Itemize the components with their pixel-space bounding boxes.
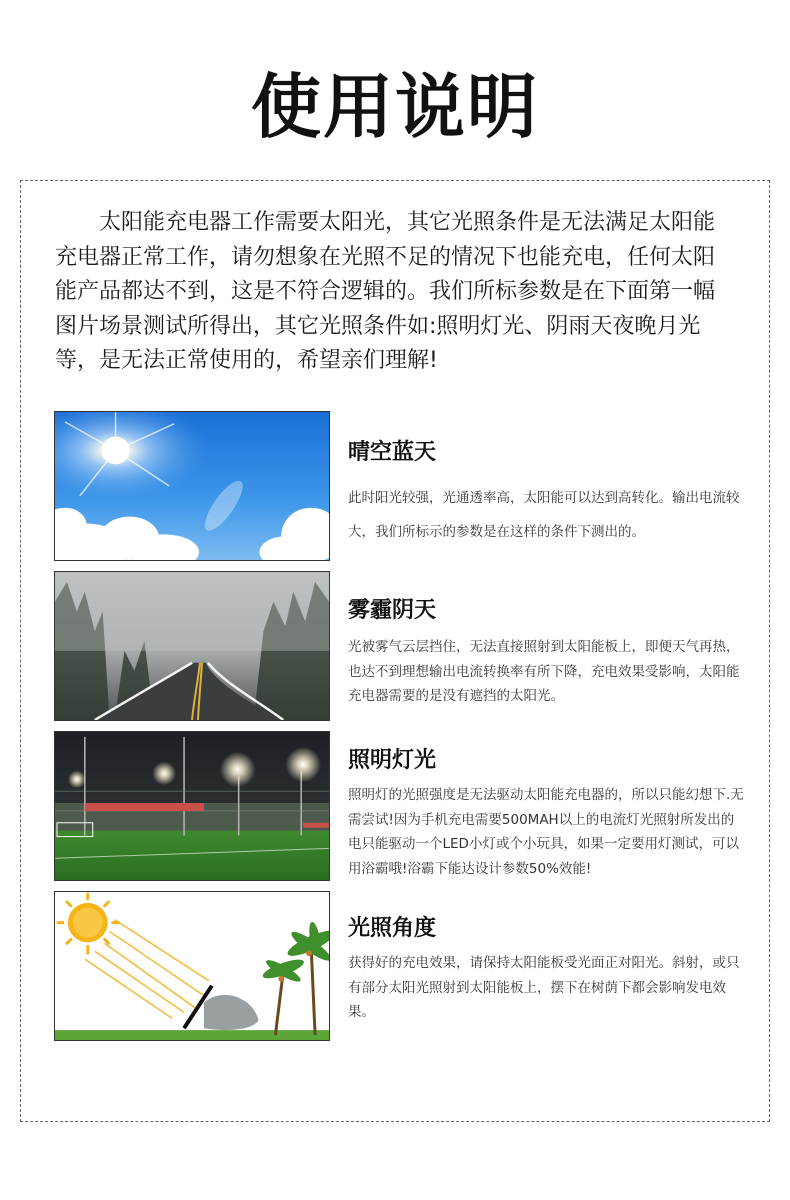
section-foggy-day bbox=[54, 571, 754, 721]
section-description: 获得好的充电效果，请保持太阳能板受光面正对阳光。斜射，或只有部分太阳光照射到太阳能板上，摆下在树荫下都会影响发电效果。 bbox=[348, 955, 740, 1020]
section-description: 照明灯的光照强度是无法驱动太阳能充电器的，所以只能幻想下.无需尝试!因为手机充电需要500MAH以上的电流灯光照射所发出的电只能驱动一个LED小灯或个小玩具，如果一定要用灯测试，可以用浴霸哦!浴霸下能达设计参数50%效能! bbox=[348, 787, 744, 877]
page-title: 使用说明 bbox=[251, 66, 539, 148]
section-description: 此时阳光较强，光通透率高，太阳能可以达到高转化。输出电流较大，我们所标示的参数是在这样的条件下测出的。 bbox=[348, 490, 740, 540]
section-clear-sky bbox=[54, 411, 754, 561]
foggy-road-photo bbox=[54, 571, 330, 721]
intro-paragraph: 太阳能充电器工作需要太阳光，其它光照条件是无法满足太阳能充电器正常工作，请勿想象在光照不足的情况下也能充电，任何太阳能产品都达不到，这是不符合逻辑的。我们所标参数是在下面第一幅图片场景测试所得出，其它光照条件如:照明灯光、阴雨天夜晚月光等，是无法正常使用的，希望亲们理解! bbox=[55, 210, 716, 373]
section-heading: 照明灯光 bbox=[348, 748, 437, 773]
light-angle-illustration bbox=[54, 891, 330, 1041]
section-heading: 光照角度 bbox=[348, 916, 437, 941]
section-light-angle bbox=[54, 891, 754, 1041]
section-lighting bbox=[54, 731, 754, 881]
section-heading: 晴空蓝天 bbox=[348, 440, 437, 465]
clear-sky-photo bbox=[54, 411, 330, 561]
stadium-lights-photo bbox=[54, 731, 330, 881]
section-heading: 雾霾阴天 bbox=[348, 598, 437, 623]
section-description: 光被雾气云层挡住，无法直接照射到太阳能板上，即便天气再热，也达不到理想输出电流转换率有所下降，充电效果受影响，太阳能充电器需要的是没有遮挡的太阳光。 bbox=[348, 639, 740, 704]
